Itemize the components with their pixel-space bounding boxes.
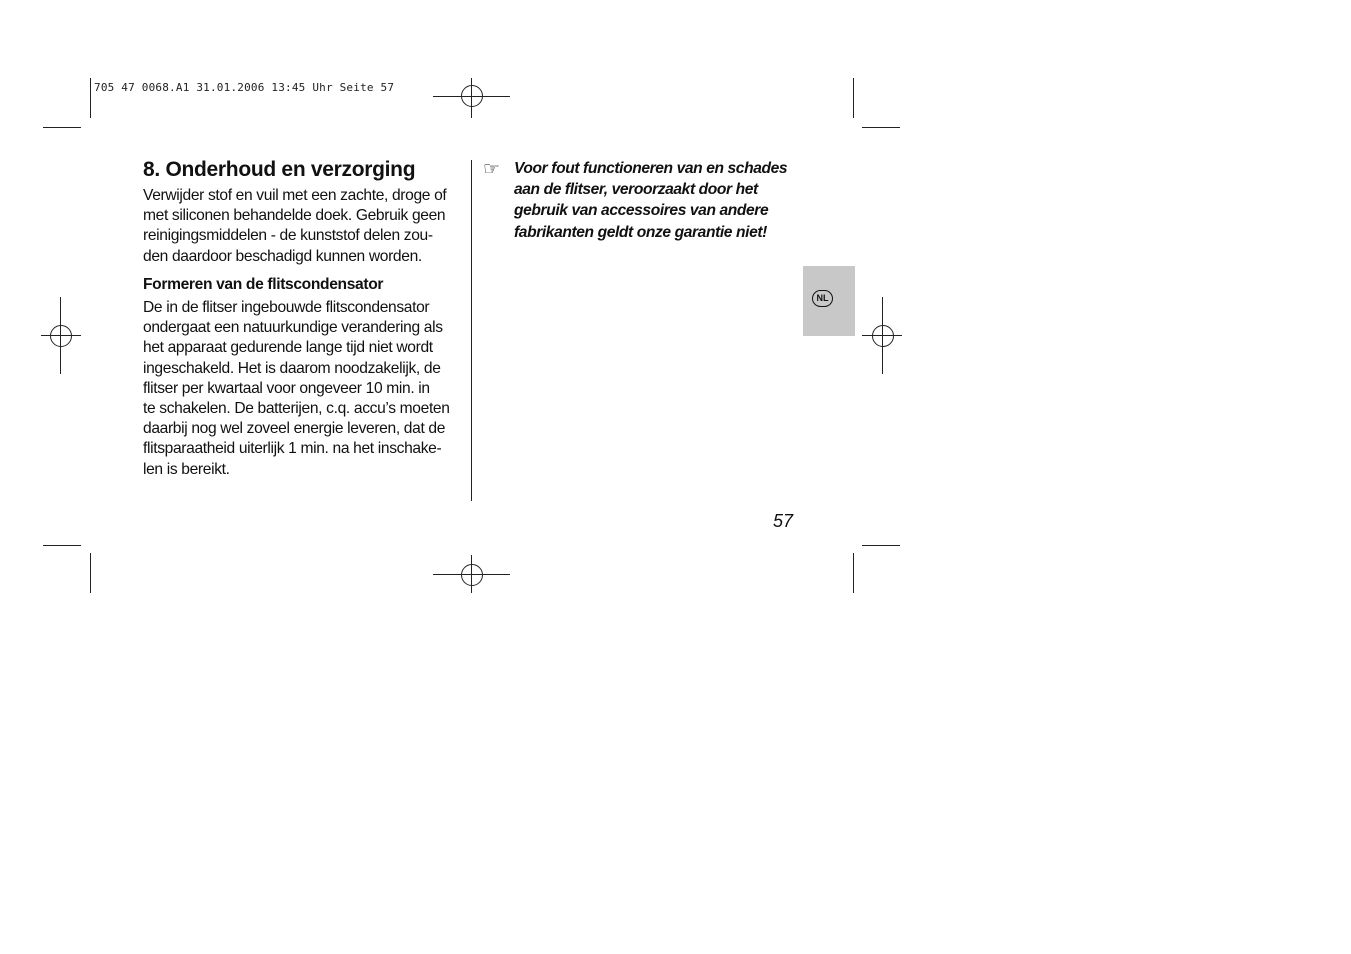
pointing-hand-icon: ☞ bbox=[483, 158, 501, 180]
paragraph-line: flitsparaatheid uiterlijk 1 min. na het inschake- bbox=[143, 440, 442, 458]
subheading: Formeren van de flitscondensator bbox=[143, 276, 384, 293]
paragraph-line: reinigingsmiddelen - de kunststof delen zou- bbox=[143, 227, 433, 245]
print-slug-line: 705 47 0068.A1 31.01.2006 13:45 Uhr Seite 57 bbox=[94, 81, 395, 94]
paragraph-line: het apparaat gedurende lange tijd niet wordt bbox=[143, 339, 433, 357]
paragraph-line: Verwijder stof en vuil met een zachte, droge of bbox=[143, 187, 447, 204]
intro-paragraph bbox=[143, 186, 468, 267]
note-line: aan de flitser, veroorzaakt door het bbox=[514, 181, 758, 199]
paragraph-line: ondergaat een natuurkundige verandering als bbox=[143, 319, 443, 337]
note-line: Voor fout functioneren van en schades bbox=[514, 160, 788, 177]
note-line: gebruik van accessoires van andere bbox=[514, 202, 769, 220]
note-line: fabrikanten geldt onze garantie niet! bbox=[514, 223, 767, 241]
column-divider bbox=[471, 160, 472, 501]
body-paragraph bbox=[143, 298, 468, 480]
paragraph-line: De in de flitser ingebouwde flitscondensator bbox=[143, 299, 430, 316]
paragraph-line: flitser per kwartaal voor ongeveer 10 min. in bbox=[143, 379, 430, 397]
paragraph-line: ingeschakeld. Het is daarom noodzakelijk, de bbox=[143, 359, 441, 377]
section-heading: 8. Onderhoud en verzorging bbox=[143, 158, 416, 181]
paragraph-line: met siliconen behandelde doek. Gebruik geen bbox=[143, 207, 446, 225]
warranty-note bbox=[514, 158, 787, 243]
paragraph-line: den daardoor beschadigd kunnen worden. bbox=[143, 247, 422, 265]
paragraph-line: te schakelen. De batterijen, c.q. accu’s moeten bbox=[143, 400, 450, 418]
page-number: 57 bbox=[773, 511, 794, 531]
language-badge: NL bbox=[812, 290, 833, 307]
paragraph-line: len is bereikt. bbox=[143, 460, 230, 478]
paragraph-line: daarbij nog wel zoveel energie leveren, dat de bbox=[143, 420, 446, 438]
